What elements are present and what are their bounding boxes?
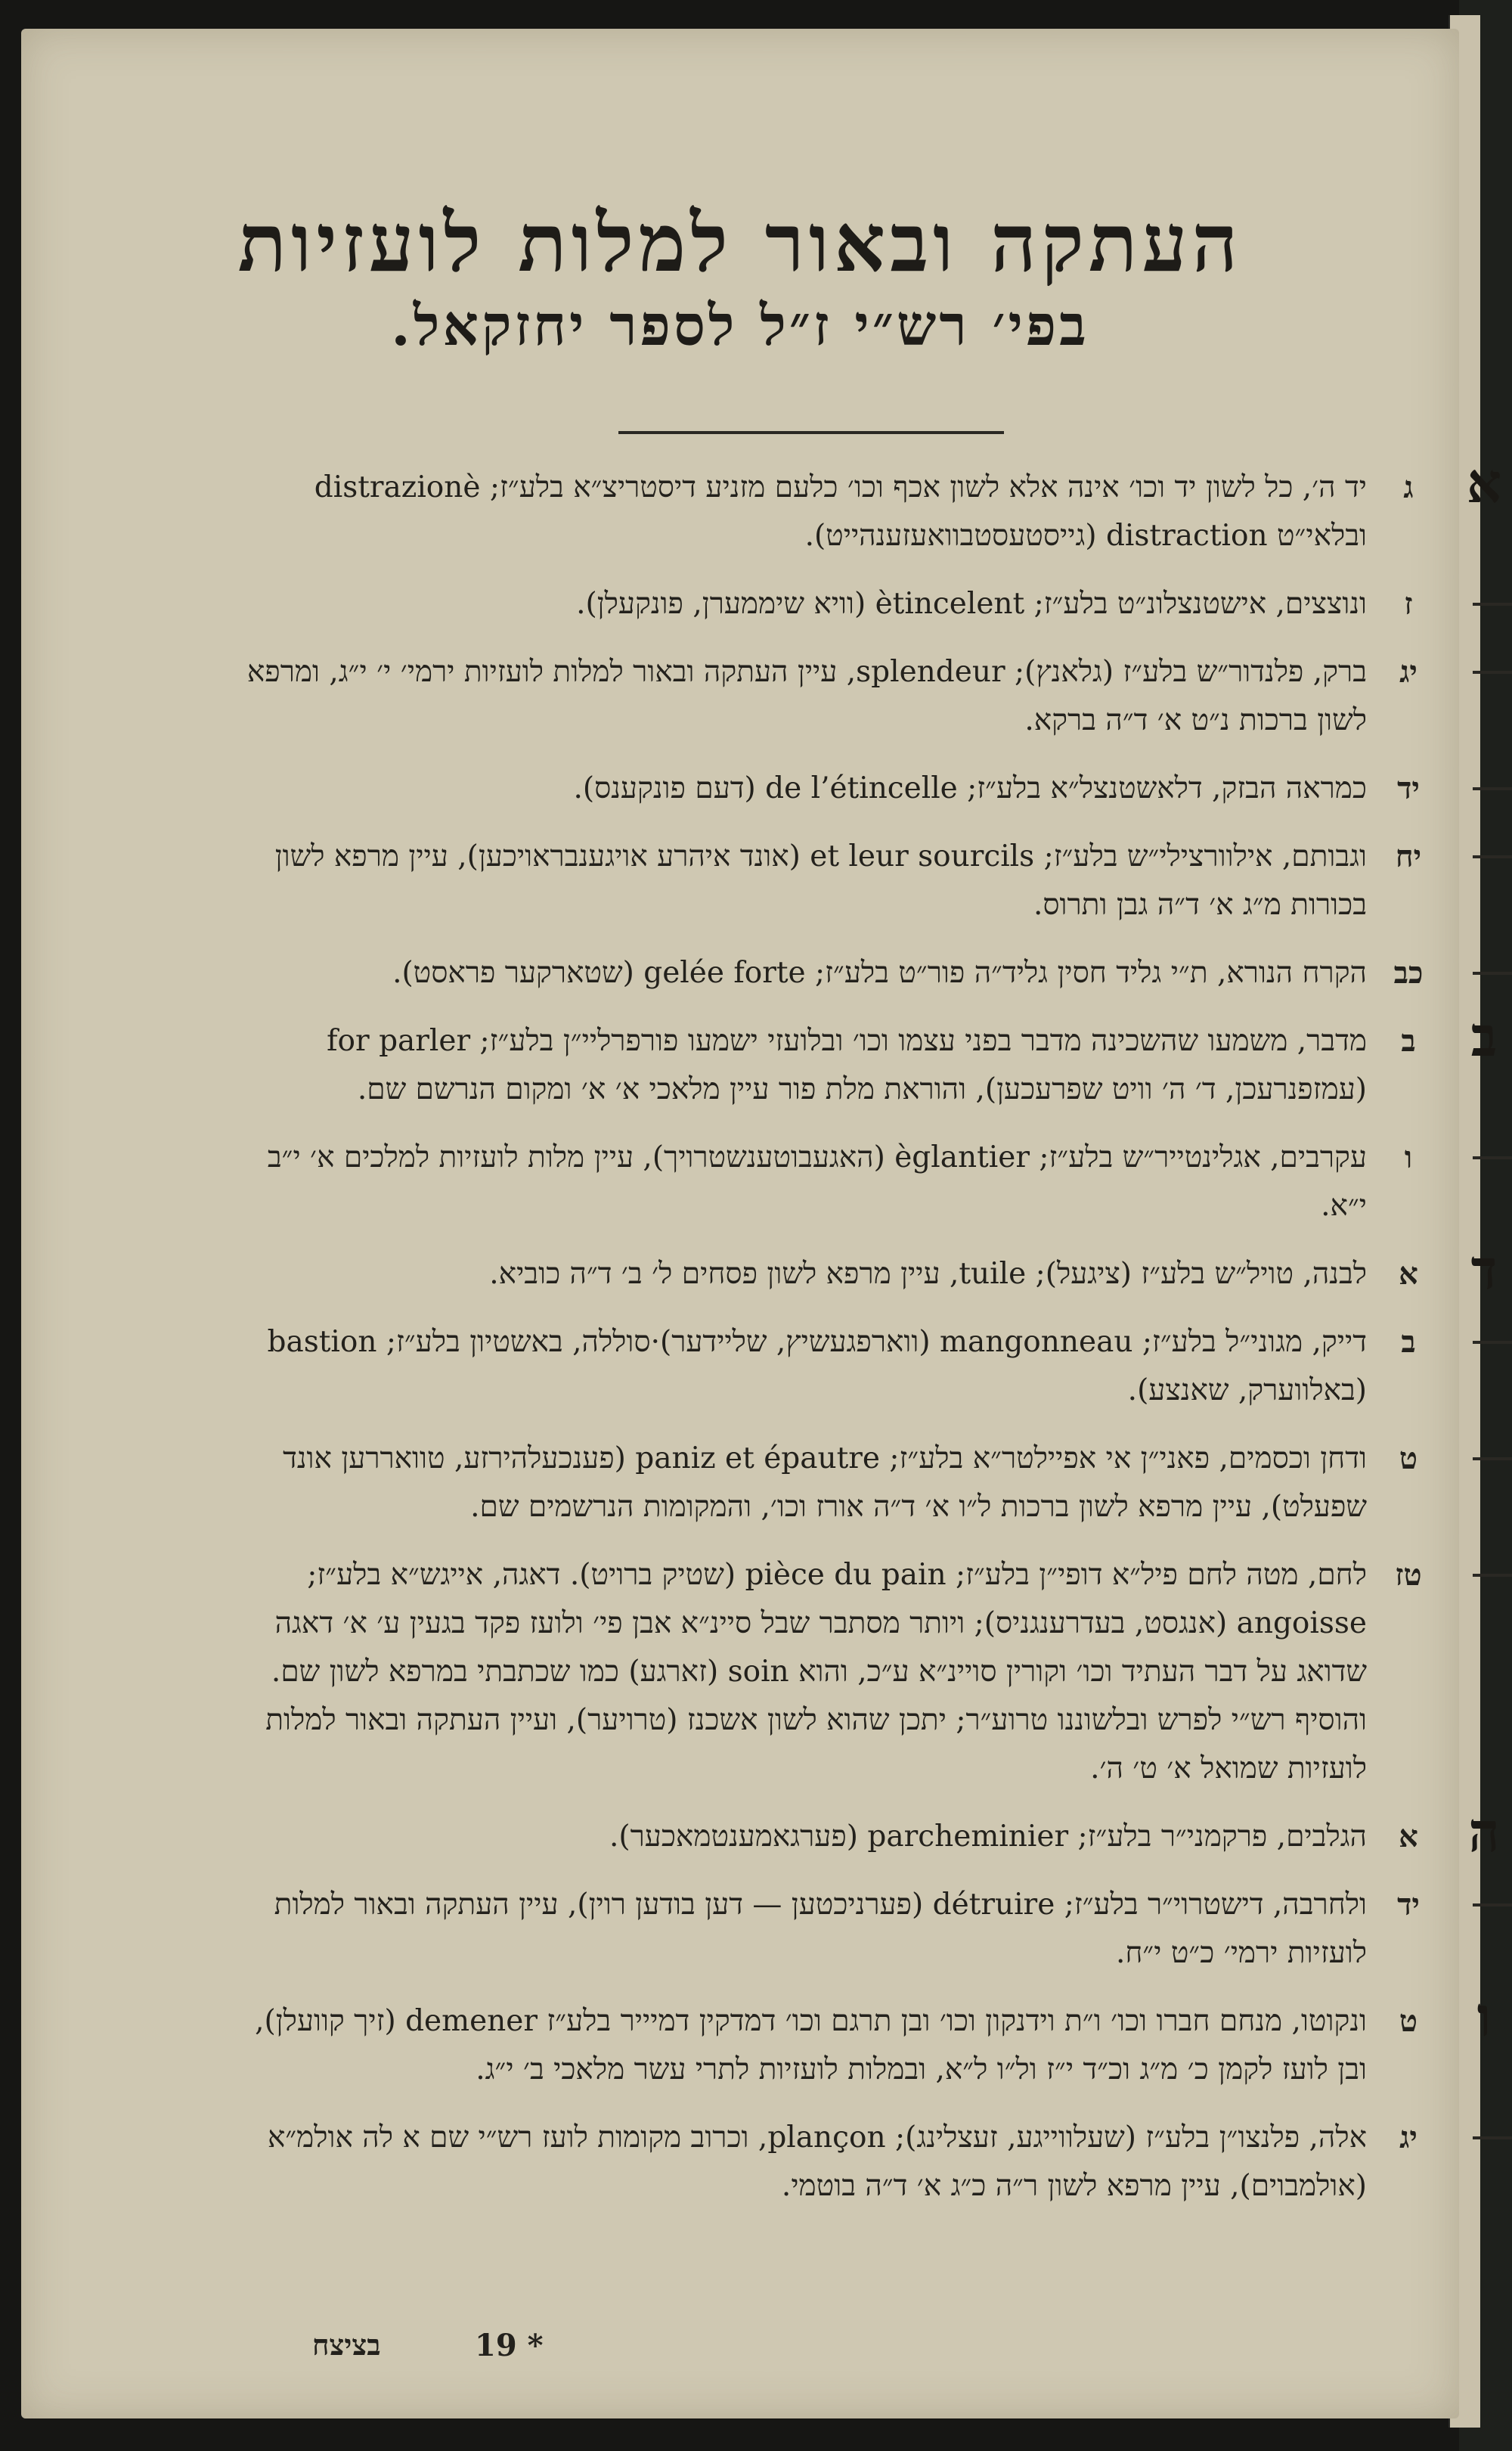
verse-number: יד: [1397, 771, 1420, 806]
page-number: 19 *: [475, 2328, 544, 2363]
continuation-dash: [1473, 1903, 1512, 1907]
entry-text: מדבר, משמעו שהשכינה מדבר בפני עצמו וכו׳ ובלועזי ישמעו פורפרליי״ן בלע״ז; for parler (עמזפנרעכן, ד׳ ה׳ וויט שפרעכען), והוראת מלת פור עיין מלאכי א׳ א׳ ומקום הנרשם שם.: [327, 1024, 1367, 1106]
continuation-dash: [1473, 2136, 1512, 2139]
commentary-entry: [240, 765, 1420, 813]
entry-text: ונקוטו, מנחם חברו וכו׳ ו״ת וידנקון וכו׳ ובן תרגם וכו׳ דמדקין דמיייר בלע״ז demener (זיך קוועלן), ובן לועז לקמן כ׳ מ״ג וכ״ד י״ז ול״ו ל״א, ובמלות לועזיות לתרי עשר מלאכי ב׳ י״ג.: [255, 2004, 1367, 2086]
verse-number: כב: [1393, 955, 1424, 991]
entry-text: הגלבים, פרקמני״ר בלע״ז; parcheminier (פערגאמענטמאכער).: [609, 1820, 1367, 1854]
commentary-entry: [240, 1800, 1500, 1864]
continuation-dash: [1473, 1156, 1512, 1159]
commentary-entry: [240, 451, 1502, 560]
verse-number: ג: [1403, 470, 1414, 505]
signature-mark: בציצח: [312, 2328, 381, 2362]
entry-text: דייק, מגוני״ל בלע״ז; mangonneau (ווארפגעשיץ, שליידער)·סוללה, באשטיון בלע״ז; bastion (באלווערק, שאנצע).: [267, 1325, 1367, 1407]
entry-text: וגבותם, אילוורצילי״ש בלע״ז; et leur sourcils (אונד איהרע אויגענבראויכען), עיין מרפא לשון בכורות מ״ג א׳ ד״ה גבן ותרוס.: [274, 839, 1367, 922]
continuation-dash: [1473, 1574, 1512, 1577]
continuation-dash: [1473, 787, 1512, 790]
commentary-entry: [240, 648, 1418, 745]
commentary-entry: [240, 1004, 1498, 1114]
verse-number: א: [1399, 1256, 1418, 1292]
book-page: [21, 29, 1502, 2418]
verse-number: ט: [1399, 2003, 1418, 2039]
chapter-letter: ד: [1470, 1237, 1498, 1302]
commentary-entry: [240, 1881, 1420, 1978]
entry-text: עקרבים, אגלינטייר״ש בלע״ז; èglantier (האגעבוטענשטרויך), עיין מלות לועזיות למלכים א׳ י״ב י״א.: [267, 1140, 1367, 1223]
chapter-letter: ב: [1470, 1004, 1498, 1069]
continuation-dash: [1473, 855, 1512, 858]
entry-text: הקרח הנורא, ת״י גליד חסין גליד״ה פור״ט בלע״ז; gelée forte (שטארקער פראסט).: [392, 956, 1367, 990]
commentary-entry: [240, 1134, 1413, 1230]
continuation-dash: [1473, 671, 1512, 674]
continuation-dash: [1473, 1457, 1512, 1460]
verse-number: ב: [1401, 1324, 1416, 1360]
entries-list: [240, 451, 1502, 2230]
commentary-entry: [240, 580, 1413, 628]
verse-number: ט: [1399, 1441, 1418, 1476]
continuation-dash: [1473, 972, 1512, 975]
verse-number: א: [1399, 1819, 1418, 1854]
title-line-1: העתקה ובאור למלות לועזיות: [237, 195, 1243, 290]
commentary-entry: [240, 1318, 1416, 1415]
commentary-entry: [240, 1237, 1498, 1302]
entry-text: כמראה הבזק, דלאשטנצל״א בלע״ז; de l’étincelle (דעם פונקענס).: [573, 771, 1367, 805]
entry-text: ודחן וכסמים, פאני״ן אי אפיילטר״א בלע״ז; paniz et épautre (פענכעלהירזע, טוואררען אונד שפעלט), עיין מרפא לשון ברכות ל״ו א׳ ד״ה אורז וכו׳, והמקומות הנרשמים שם.: [283, 1441, 1367, 1524]
commentary-entry: [240, 949, 1424, 997]
commentary-entry: [240, 833, 1422, 929]
entry-text: ולחרבה, דישטרוי״ר בלע״ז; détruire (פערניכטען — דען בודען רוין), עיין העתקה ובאור למלות לועזיות ירמי׳ כ״ט י״ח.: [274, 1888, 1367, 1970]
chapter-letter: ה: [1468, 1800, 1500, 1864]
commentary-entry: [240, 1551, 1422, 1793]
verse-number: ו: [1404, 1140, 1413, 1175]
verse-number: יד: [1397, 1887, 1420, 1922]
commentary-entry: [240, 2114, 1418, 2211]
continuation-dash: [1473, 1341, 1512, 1344]
page-title: [21, 195, 1459, 359]
verse-number: ב: [1401, 1023, 1416, 1059]
continuation-dash: [1473, 603, 1512, 606]
verse-number: יח: [1395, 839, 1422, 874]
entry-text: לבנה, טויל״ש בלע״ז (ציגעל); tuile, עיין מרפא לשון פסחים ל׳ ב׳ ד״ה כוביא.: [489, 1257, 1367, 1291]
entry-text: אלה, פלנצו״ן בלע״ז (שעלווייגע, זעצלינג); plançon, וכרוב מקומות לועז רש״י שם א לה אולמ״א (אולמבוים), עיין מרפא לשון ר״ה כ״ג א׳ ד״ה בוטמי.: [267, 2121, 1367, 2203]
title-line-2: בפי׳ רש״י ז״ל לספר יחזקאל.: [391, 293, 1089, 358]
entry-text: ונוצצים, אישטנצלונ״ט בלע״ז; ètincelent (וויא שיממערן, פונקעלן).: [576, 587, 1367, 621]
entry-text: יד ה׳, כל לשון יד וכו׳ אינה אלא לשון אכף וכו׳ כלעם מזניע דיסטריצ״א בלע״ז; distrazionè ובלאי״ט distraction (גייסטעסטבוואעזענהייט).: [314, 470, 1367, 553]
commentary-entry: [240, 1984, 1492, 2094]
title-rule: [618, 431, 1004, 434]
verse-number: יג: [1399, 654, 1418, 690]
entry-text: לחם, מטה לחם פיל״א דופי״ן בלע״ז; pièce du pain (שטיק ברויט). דאגה, אייגש״א בלע״ז; angoisse (אנגסט, בעדרענגניס); ויותר מסתבר שבל סיינ״א אבן פי׳ ולועז פקד בגעין ע׳ א׳ דאגה שדואג על דבר העתיד וכו׳ וקורין סויינ״א ע״כ, והוא soin (זארגע) כמו שכתבתי במרפא לשון שם. והוסיף רש״י לפרש ובלשוננו טרוע״ר; יתכן שהוא לשון אשכנז (טרויער), ועיין העתקה ובאור למלות לועזיות שמואל א׳ ט׳ ה׳.: [265, 1558, 1367, 1786]
commentary-entry: [240, 1435, 1418, 1531]
verse-number: טז: [1395, 1557, 1422, 1593]
verse-number: יג: [1399, 2120, 1418, 2155]
chapter-letter: א: [1466, 451, 1502, 515]
page-footer: [21, 2328, 1459, 2381]
verse-number: ז: [1404, 586, 1413, 622]
chapter-letter: ו: [1476, 1984, 1492, 2049]
entry-text: ברק, פלנדור״ש בלע״ז (גלאנץ); splendeur, עיין העתקה ובאור למלות לועזיות ירמי׳ י׳ י״ג, ומרפא לשון ברכות נ״ט א׳ ד״ה ברקא.: [246, 655, 1367, 737]
